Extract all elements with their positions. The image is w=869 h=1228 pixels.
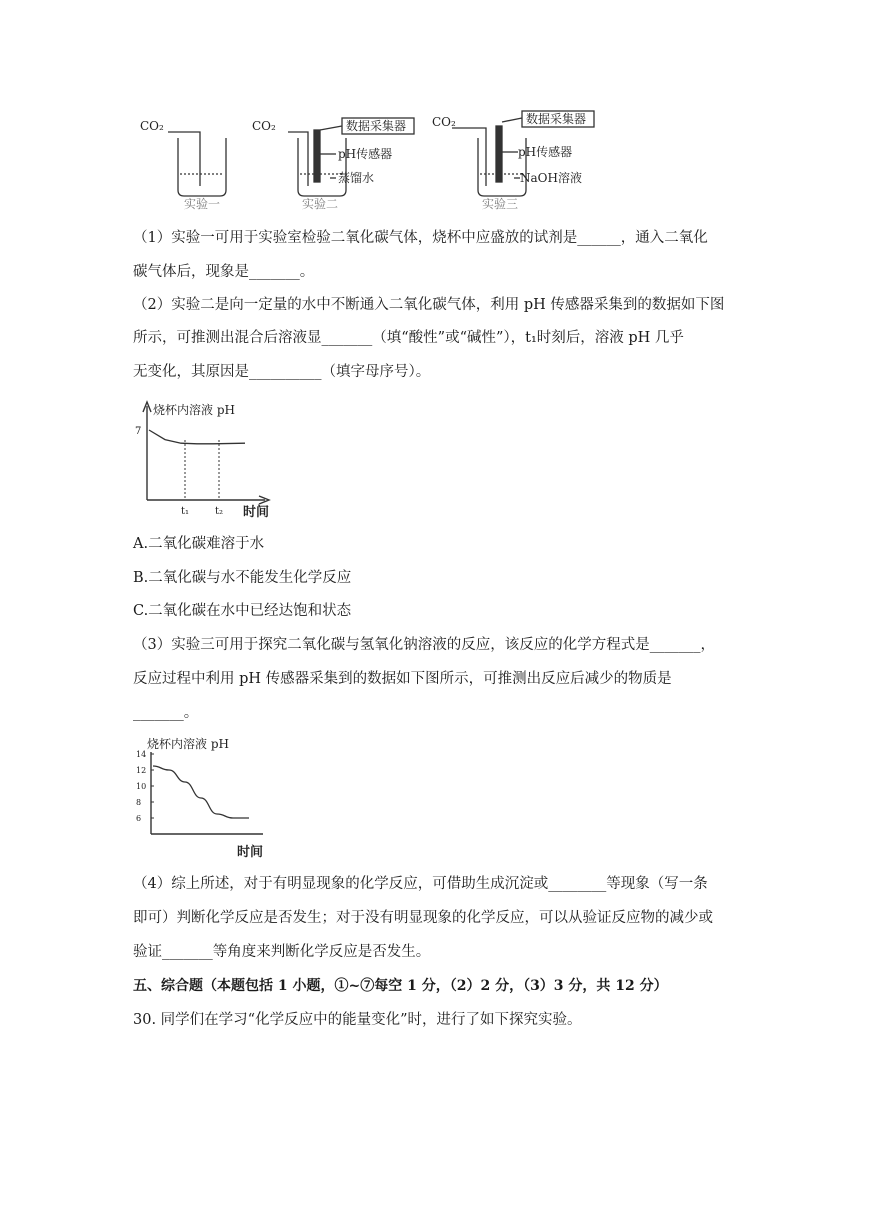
option-c: C.二氧化碳在水中已经达饱和状态 bbox=[133, 603, 352, 619]
ph-sensor-label-2: pH传感器 bbox=[338, 147, 393, 161]
exp2-label: 实验二 bbox=[302, 197, 339, 210]
chart2-y-tick-label: 8 bbox=[136, 798, 142, 807]
co2-label-2: CO₂ bbox=[252, 119, 276, 133]
q3-line3: _______。 bbox=[133, 705, 199, 721]
q30-line1: 30. 同学们在学习“化学反应中的能量变化”时，进行了如下探究实验。 bbox=[133, 1012, 582, 1028]
distilled-water-label: 蒸馏水 bbox=[338, 171, 375, 185]
section5-heading: 五、综合题（本题包括 1 小题，①~⑦每空 1 分，（2）2 分，（3）3 分，共 12 分） bbox=[133, 978, 668, 994]
chart2-y-tick-label: 12 bbox=[136, 766, 147, 775]
q2-line3: 无变化，其原因是__________（填字母序号）。 bbox=[133, 364, 431, 380]
option-b: B.二氧化碳与水不能发生化学反应 bbox=[133, 570, 352, 586]
q1-line1: （1）实验一可用于实验室检验二氧化碳气体，烧杯中应盛放的试剂是______，通入二氧化 bbox=[133, 230, 708, 246]
beaker-1 bbox=[178, 138, 226, 196]
naoh-label: NaOH溶液 bbox=[520, 171, 582, 185]
chart1-y-tick-7: 7 bbox=[135, 426, 142, 437]
tube-1 bbox=[168, 132, 200, 186]
q3-line2: 反应过程中利用 pH 传感器采集到的数据如下图所示，可推测出反应后减少的物质是 bbox=[133, 671, 672, 687]
option-a: A.二氧化碳难溶于水 bbox=[133, 536, 265, 552]
chart2-series-line bbox=[153, 766, 249, 818]
exp1-label: 实验一 bbox=[184, 197, 221, 210]
co2-label-1: CO₂ bbox=[140, 119, 164, 133]
chart1-xlabel: 时间 bbox=[243, 505, 270, 520]
data-collector-label-2: 数据采集器 bbox=[346, 119, 407, 133]
chart2-y-tick-label: 6 bbox=[136, 814, 142, 823]
chart1-series-line bbox=[149, 430, 245, 444]
chart2-y-tick-label: 14 bbox=[136, 750, 147, 759]
ph-chart-exp2 bbox=[133, 396, 283, 522]
ph-probe-3 bbox=[496, 126, 502, 182]
ph-probe-2 bbox=[314, 130, 320, 182]
ph-sensor-label-3: pH传感器 bbox=[518, 145, 573, 159]
chart2-ylabel: 烧杯内溶液 pH bbox=[147, 737, 229, 751]
q3-line1: （3）实验三可用于探究二氧化碳与氢氧化钠溶液的反应，该反应的化学方程式是_______， bbox=[133, 637, 715, 653]
ph-chart-exp3 bbox=[135, 734, 270, 860]
tube-3 bbox=[452, 128, 486, 186]
data-collector-label-3: 数据采集器 bbox=[526, 112, 587, 126]
q4-line1: （4）综上所述，对于有明显现象的化学反应，可借助生成沉淀或________等现象（写一条 bbox=[133, 876, 708, 892]
q2-line2: 所示，可推测出混合后溶液显_______（填“酸性”或“碱性”），t₁时刻后，溶液 pH 几乎 bbox=[133, 330, 684, 346]
chart1-t1-label: t₁ bbox=[181, 506, 190, 517]
chart1-t2-label: t₂ bbox=[215, 506, 224, 517]
co2-label-3: CO₂ bbox=[432, 115, 456, 129]
chart2-y-tick-label: 10 bbox=[136, 782, 147, 791]
chart2-xlabel: 时间 bbox=[237, 845, 264, 860]
apparatus-figure bbox=[130, 108, 600, 210]
chart1-ylabel: 烧杯内溶液 pH bbox=[153, 403, 235, 417]
q1-line2: 碳气体后，现象是_______。 bbox=[133, 264, 315, 280]
q4-line2: 即可）判断化学反应是否发生；对于没有明显现象的化学反应，可以从验证反应物的减少或 bbox=[133, 910, 713, 926]
exp3-label: 实验三 bbox=[482, 197, 519, 210]
q2-line1: （2）实验二是向一定量的水中不断通入二氧化碳气体，利用 pH 传感器采集到的数据如下图 bbox=[133, 297, 725, 313]
q4-line3: 验证_______等角度来判断化学反应是否发生。 bbox=[133, 944, 431, 960]
